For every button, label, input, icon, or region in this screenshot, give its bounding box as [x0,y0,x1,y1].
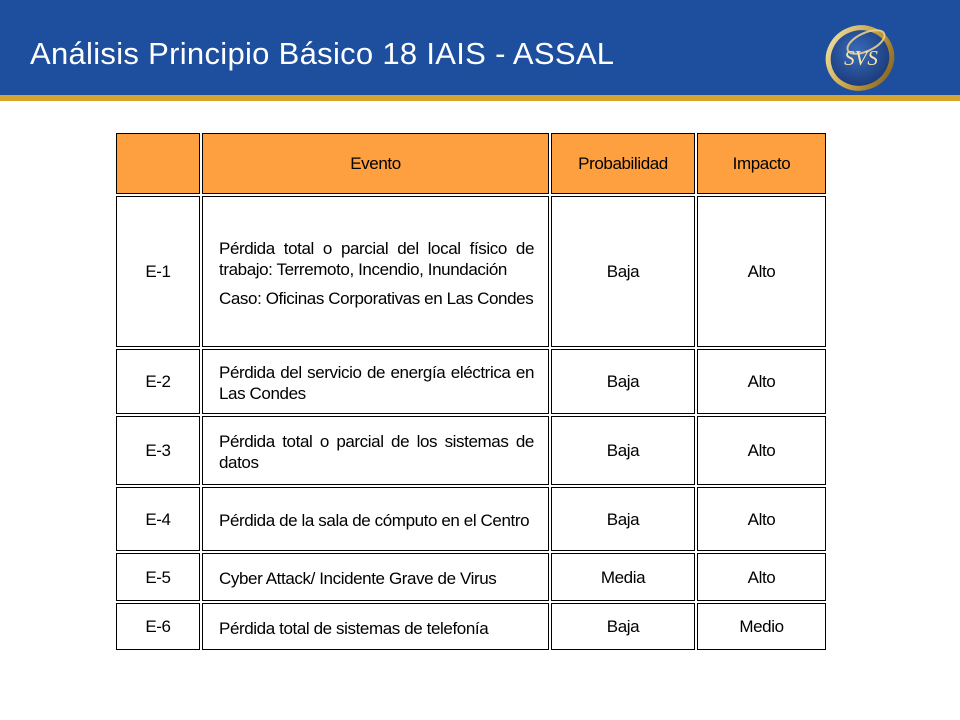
row-event [202,553,549,601]
header-id [116,133,200,194]
row-id: E-1 [116,196,200,347]
row-event [202,603,549,650]
row-probability: Baja [551,196,695,347]
row-probability: Baja [551,603,695,650]
risk-table [116,133,826,650]
slide-title: Análisis Principio Básico 18 IAIS - ASSAL [30,36,615,71]
row-event [202,196,549,347]
event-text: Pérdida total o parcial de los sistemas de datos [219,432,534,472]
row-impact: Medio [697,603,826,650]
row-event [202,416,549,485]
row-impact: Alto [697,487,826,551]
event-text: Pérdida de la sala de cómputo en el Centro [219,511,530,530]
row-id: E-6 [116,603,200,650]
row-impact: Alto [697,553,826,601]
row-impact: Alto [697,349,826,414]
event-note: Caso: Oficinas Corporativas en Las Condes [219,288,534,308]
event-text: Pérdida del servicio de energía eléctrica en Las Condes [219,363,534,403]
title-bar-accent [0,95,960,101]
logo-text: SVS [844,46,878,70]
header-impacto: Impacto [697,133,826,194]
row-id: E-4 [116,487,200,551]
event-text: Cyber Attack/ Incidente Grave de Virus [219,569,497,588]
svs-logo-icon [822,20,900,92]
row-probability: Media [551,553,695,601]
header-evento: Evento [202,133,549,194]
row-event [202,349,549,414]
svs-logo [822,20,900,92]
row-id: E-5 [116,553,200,601]
row-probability: Baja [551,416,695,485]
header-probabilidad: Probabilidad [551,133,695,194]
row-event [202,487,549,551]
row-probability: Baja [551,349,695,414]
row-id: E-3 [116,416,200,485]
event-text: Pérdida total o parcial del local físico de trabajo: Terremoto, Incendio, Inundación [219,238,534,279]
row-impact: Alto [697,196,826,347]
event-text: Pérdida total de sistemas de telefonía [219,618,489,638]
row-probability: Baja [551,487,695,551]
row-impact: Alto [697,416,826,485]
row-id: E-2 [116,349,200,414]
